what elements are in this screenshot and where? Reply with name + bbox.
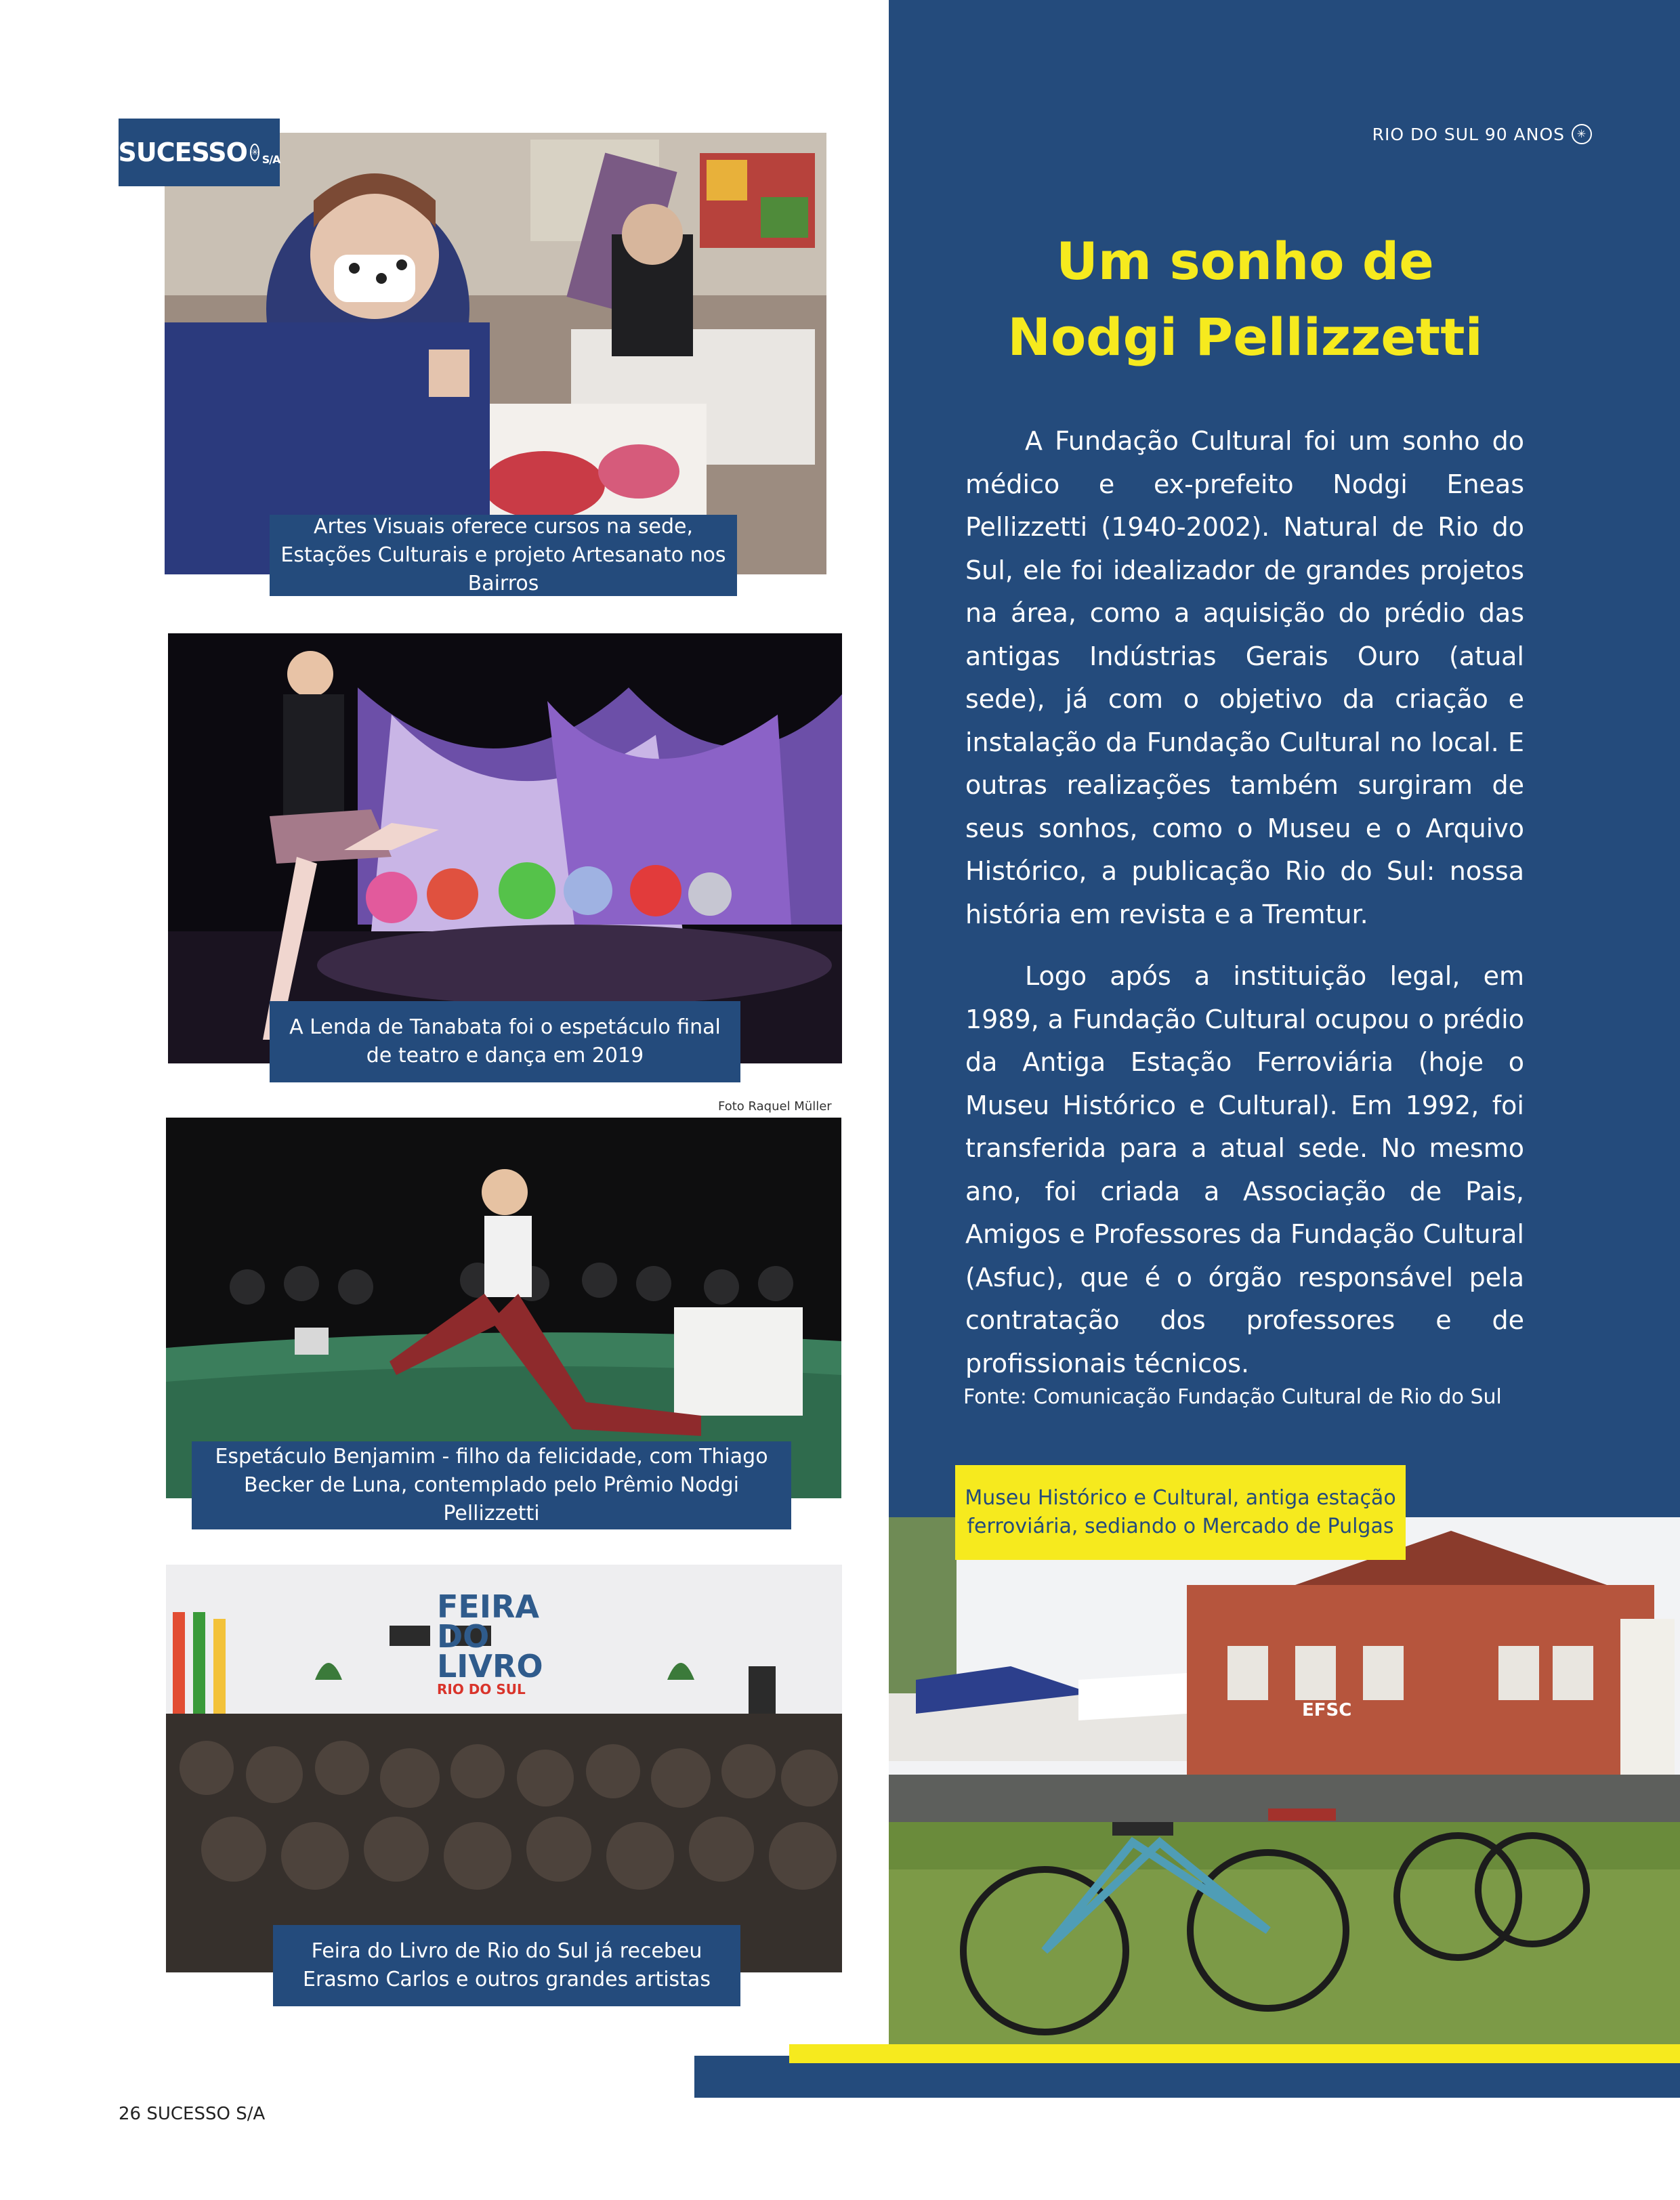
- article-paragraph-2: Logo após a instituição legal, em 1989, a Fundação Cultural ocupou o prédio da Antiga Estação Ferroviária (hoje o Museu Histórico e Cultural). Em 1992, foi transferida para a atual sede. No mesmo ano, foi criada a Associação de Pais, Amigos e Professores da Fundação Cultural (Asfuc), que é o órgão responsável pela contratação dos professores e de profissionais técnicos.: [965, 961, 1524, 1378]
- station-sign: EFSC: [1302, 1700, 1352, 1720]
- banner-line-3: LIVRO: [437, 1648, 543, 1685]
- globe-icon: ✳: [1572, 124, 1592, 144]
- logo-text: SUCESSO: [118, 138, 247, 167]
- globe-icon: ✳: [250, 144, 259, 161]
- title-line-1: Um sonho de: [1056, 231, 1434, 291]
- article-paragraph-1: A Fundação Cultural foi um sonho do médico e ex-prefeito Nodgi Eneas Pellizzetti (1940-2002). Natural de Rio do Sul, ele foi idealizador de grandes projetos na área, como a aquisição do prédio das antigas Indústrias Gerais Ouro (atual sede), já com o objetivo da criação e instalação da Fundação Cultural no local. E outras realizações também surgiram de seus sonhos, como o Museu e o Arquivo Histórico, a publicação Rio do Sul: nossa história em revista e a Tremtur.: [965, 426, 1524, 929]
- banner-line-4: RIO DO SUL: [437, 1681, 526, 1697]
- caption-book-fair: Feira do Livro de Rio do Sul já recebeu Erasmo Carlos e outros grandes artistas: [273, 1925, 740, 2006]
- title-line-2: Nodgi Pellizzetti: [1007, 307, 1483, 367]
- photo-museum-station: [889, 1517, 1680, 2046]
- photo-dance-show: [168, 633, 842, 1063]
- logo-suffix: S/A: [261, 153, 280, 166]
- photo-book-fair: [166, 1565, 842, 1972]
- photo-credit: Foto Raquel Müller: [718, 1099, 832, 1114]
- book-fair-banner: [437, 1588, 543, 1697]
- caption-theatre: Espetáculo Benjamim - filho da felicidade, com Thiago Becker de Luna, contemplado pelo Prêmio Nodgi Pellizzetti: [192, 1441, 791, 1529]
- page-folio: 26 SUCESSO S/A: [119, 2104, 266, 2124]
- brand-logo[interactable]: [119, 119, 280, 186]
- photo-visual-arts: [165, 133, 826, 574]
- footer-bar-yellow: [789, 2044, 1680, 2063]
- caption-museum-station: Museu Histórico e Cultural, antiga estação ferroviária, sediando o Mercado de Pulgas: [955, 1465, 1406, 1560]
- banner-line-1: FEIRA: [437, 1588, 539, 1625]
- section-tag: [1372, 124, 1592, 144]
- caption-visual-arts: Artes Visuais oferece cursos na sede, Estações Culturais e projeto Artesanato nos Bairros: [270, 515, 737, 596]
- section-tag-label: RIO DO SUL 90 ANOS: [1372, 124, 1565, 144]
- caption-dance-show: A Lenda de Tanabata foi o espetáculo final de teatro e dança em 2019: [270, 1001, 740, 1082]
- banner-line-2: DO: [437, 1618, 490, 1655]
- source-note: Fonte: Comunicação Fundação Cultural de Rio do Sul: [963, 1385, 1502, 1409]
- article-title: [889, 224, 1601, 375]
